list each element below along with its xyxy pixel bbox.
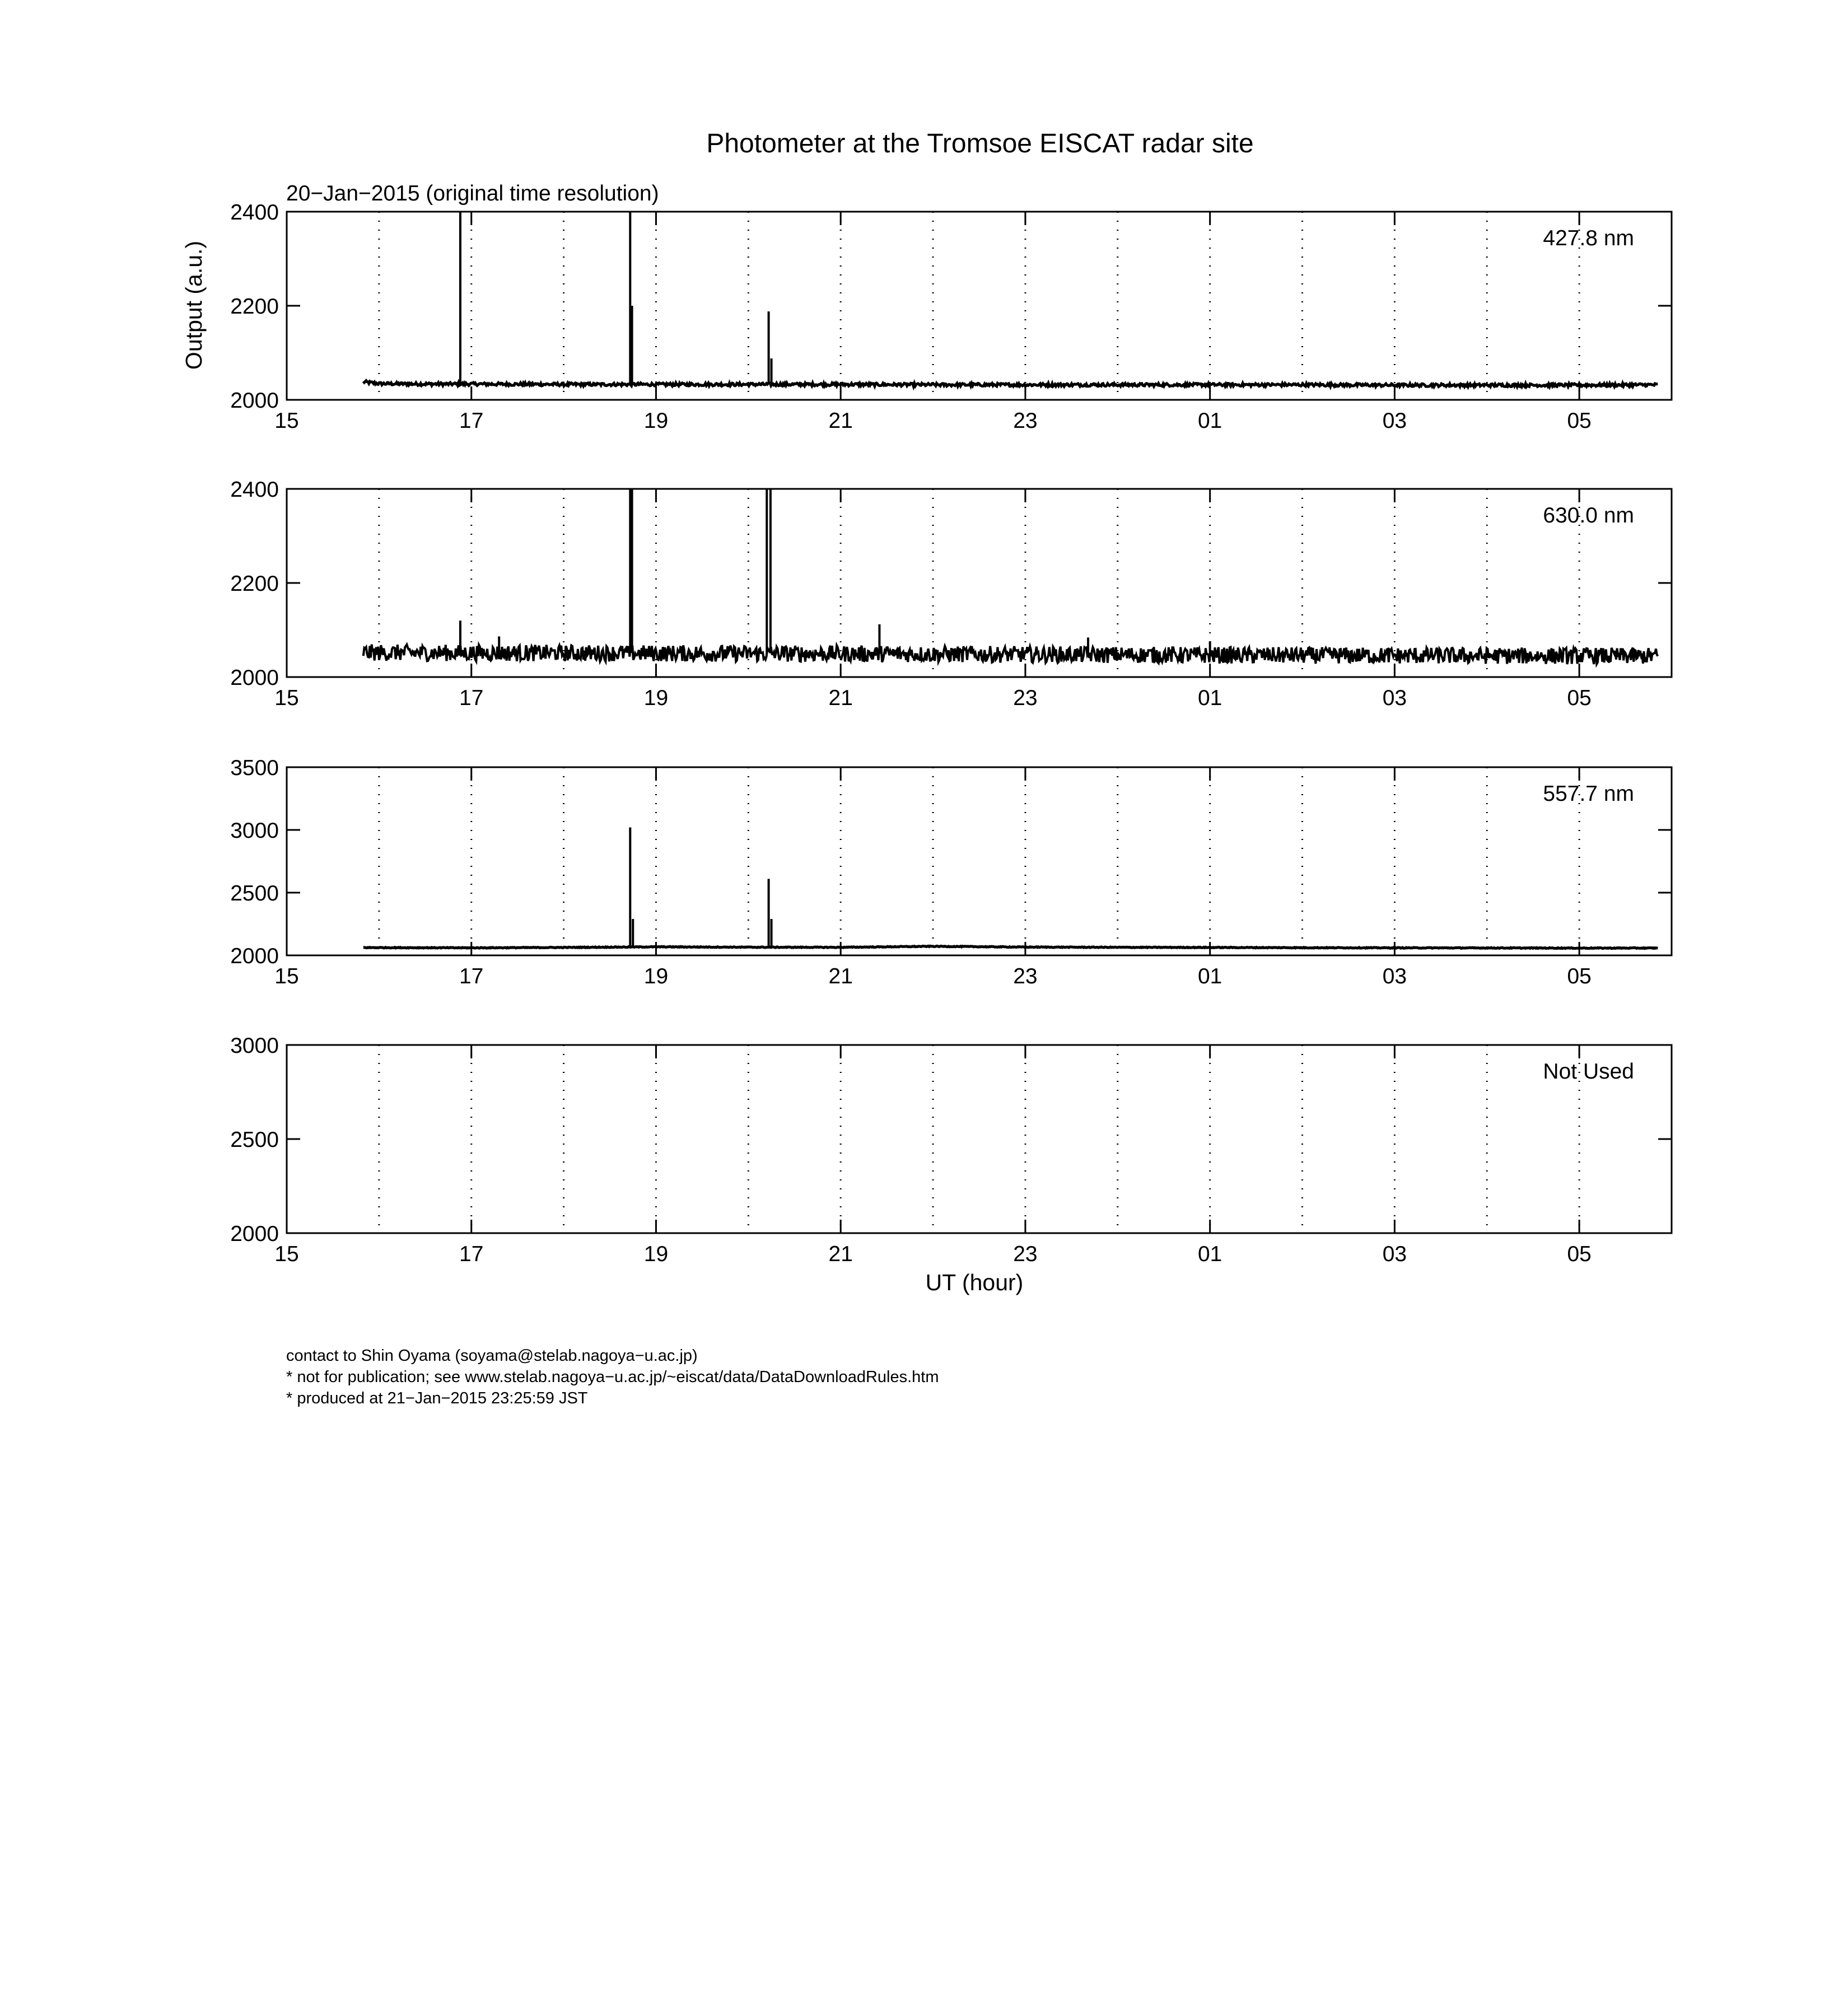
x-axis-label: UT (hour) bbox=[925, 1270, 1024, 1295]
x-tick-label: 19 bbox=[643, 409, 669, 433]
y-tick-label: 2000 bbox=[230, 389, 279, 413]
x-tick-label: 23 bbox=[1013, 409, 1038, 433]
panel-1 bbox=[230, 200, 1672, 433]
y-tick-label: 2000 bbox=[230, 666, 279, 690]
x-tick-label: 23 bbox=[1013, 686, 1038, 710]
x-tick-label: 05 bbox=[1567, 964, 1592, 988]
footer-rules: * not for publication; see www.stelab.nagoya−u.ac.jp/~eiscat/data/DataDownloadRules.htm bbox=[286, 1368, 939, 1386]
axes-frame bbox=[287, 1045, 1672, 1233]
x-tick-label: 05 bbox=[1567, 686, 1592, 710]
panel-label: Not Used bbox=[1543, 1060, 1634, 1084]
x-tick-label: 01 bbox=[1197, 409, 1222, 433]
x-tick-label: 21 bbox=[828, 964, 853, 988]
y-tick-label: 2200 bbox=[230, 572, 279, 596]
footer-contact: contact to Shin Oyama (soyama@stelab.nagoya−u.ac.jp) bbox=[286, 1347, 698, 1365]
x-tick-label: 01 bbox=[1197, 1242, 1222, 1266]
y-tick-label: 2400 bbox=[230, 478, 279, 502]
x-tick-label: 21 bbox=[828, 409, 853, 433]
x-tick-label: 03 bbox=[1382, 964, 1407, 988]
x-tick-label: 03 bbox=[1382, 686, 1407, 710]
x-tick-label: 05 bbox=[1567, 409, 1592, 433]
footer-produced: * produced at 21−Jan−2015 23:25:59 JST bbox=[286, 1389, 588, 1407]
series-line bbox=[363, 946, 1658, 948]
x-tick-label: 15 bbox=[274, 409, 299, 433]
x-tick-label: 17 bbox=[459, 686, 484, 710]
y-tick-label: 2500 bbox=[230, 1128, 279, 1152]
x-tick-label: 03 bbox=[1382, 1242, 1407, 1266]
y-tick-label: 2200 bbox=[230, 295, 279, 319]
x-tick-label: 19 bbox=[643, 1242, 669, 1266]
x-tick-label: 23 bbox=[1013, 964, 1038, 988]
panel-label: 427.8 nm bbox=[1543, 226, 1634, 250]
panel-3 bbox=[230, 756, 1672, 988]
y-tick-label: 2400 bbox=[230, 200, 279, 225]
y-tick-label: 3500 bbox=[230, 756, 279, 780]
x-tick-label: 15 bbox=[274, 964, 299, 988]
x-tick-label: 17 bbox=[459, 1242, 484, 1266]
y-tick-label: 2500 bbox=[230, 881, 279, 906]
axes-frame bbox=[287, 212, 1672, 400]
x-tick-label: 21 bbox=[828, 1242, 853, 1266]
x-tick-label: 17 bbox=[459, 409, 484, 433]
x-tick-label: 01 bbox=[1197, 964, 1222, 988]
y-tick-label: 3000 bbox=[230, 819, 279, 843]
chart-title: Photometer at the Tromsoe EISCAT radar site bbox=[706, 129, 1254, 158]
y-tick-label: 3000 bbox=[230, 1034, 279, 1058]
y-axis-label: Output (a.u.) bbox=[181, 240, 207, 370]
y-tick-label: 2000 bbox=[230, 1222, 279, 1246]
panels-group bbox=[230, 200, 1672, 1266]
series-line bbox=[363, 645, 1658, 664]
panel-label: 630.0 nm bbox=[1543, 503, 1634, 528]
x-tick-label: 05 bbox=[1567, 1242, 1592, 1266]
x-tick-label: 01 bbox=[1197, 686, 1222, 710]
panel-label: 557.7 nm bbox=[1543, 782, 1634, 806]
x-tick-label: 15 bbox=[274, 1242, 299, 1266]
y-tick-label: 2000 bbox=[230, 944, 279, 968]
x-tick-label: 21 bbox=[828, 686, 853, 710]
x-tick-label: 17 bbox=[459, 964, 484, 988]
series-line bbox=[363, 381, 1658, 387]
x-tick-label: 15 bbox=[274, 686, 299, 710]
x-tick-label: 03 bbox=[1382, 409, 1407, 433]
axes-frame bbox=[287, 767, 1672, 955]
panel-4 bbox=[230, 1034, 1672, 1266]
chart-subtitle: 20−Jan−2015 (original time resolution) bbox=[286, 181, 659, 206]
x-tick-label: 19 bbox=[643, 686, 669, 710]
panel-2 bbox=[230, 478, 1672, 710]
x-tick-label: 19 bbox=[643, 964, 669, 988]
x-tick-label: 23 bbox=[1013, 1242, 1038, 1266]
